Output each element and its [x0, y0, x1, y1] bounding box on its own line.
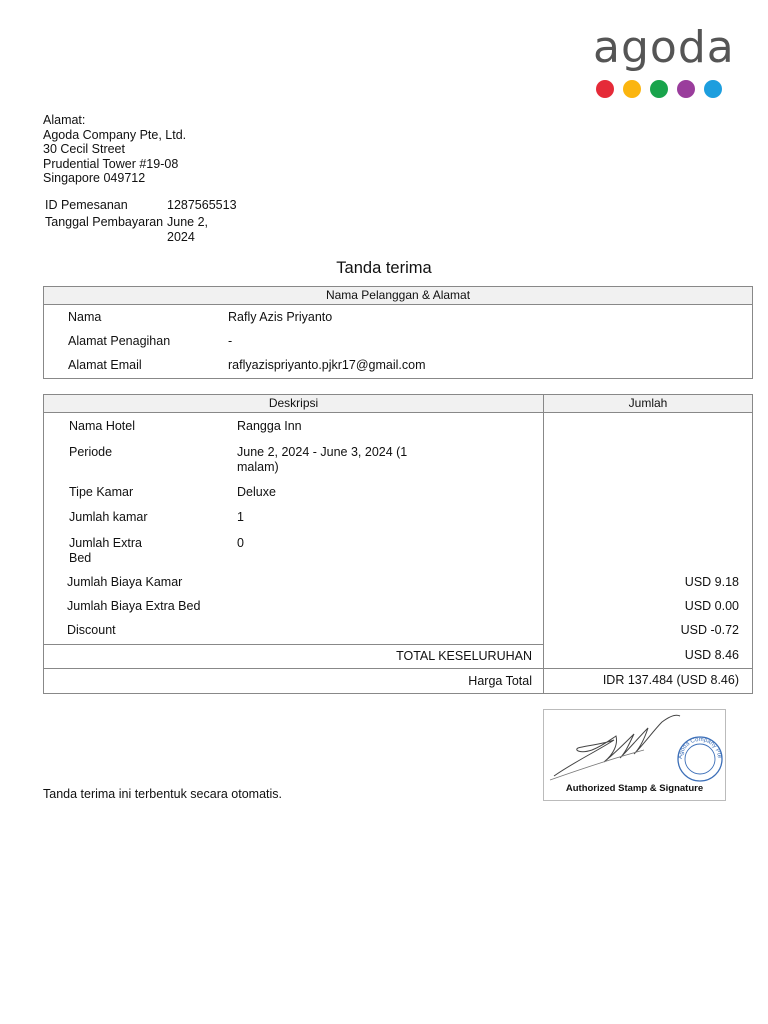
harga-total-amount: IDR 137.484 (USD 8.46): [602, 673, 739, 687]
detail-label: Nama Hotel: [69, 419, 135, 433]
payment-date-label: Tanggal Pembayaran: [45, 215, 164, 229]
charge-label: Jumlah Biaya Kamar: [67, 575, 183, 589]
detail-label: Periode: [69, 445, 113, 459]
signature-drawing: [544, 710, 725, 782]
logo-dot-green: [650, 80, 668, 98]
charge-amount: USD 0.00: [684, 599, 739, 613]
total-amount: USD 8.46: [684, 648, 739, 662]
address-line: 30 Cecil Street: [43, 142, 125, 156]
description-column: [43, 394, 543, 694]
total-label: TOTAL KESELURUHAN: [396, 649, 532, 663]
customer-label: Alamat Email: [68, 358, 142, 372]
address-line: Singapore 049712: [43, 171, 146, 185]
detail-value-line: malam): [237, 459, 279, 474]
logo-dots: [596, 80, 722, 98]
logo-dot-blue: [704, 80, 722, 98]
detail-value: 0: [237, 536, 244, 550]
harga-total-label: Harga Total: [468, 674, 532, 688]
divider: [44, 668, 543, 669]
charge-amount: USD 9.18: [684, 575, 739, 589]
customer-label: Nama: [68, 310, 102, 324]
detail-label-line: Jumlah Extra: [69, 536, 142, 550]
customer-label: Alamat Penagihan: [68, 334, 171, 348]
charge-label: Discount: [67, 623, 116, 637]
charge-amount: USD -0.72: [680, 623, 739, 637]
detail-value-line: June 2, 2024 - June 3, 2024 (1: [237, 445, 408, 459]
detail-value: Rangga Inn: [237, 419, 302, 433]
detail-label: Jumlah kamar: [69, 510, 148, 524]
customer-header: Nama Pelanggan & Alamat: [44, 287, 752, 305]
booking-id-label: ID Pemesanan: [45, 198, 128, 212]
logo-dot-purple: [677, 80, 695, 98]
customer-value: Rafly Azis Priyanto: [228, 310, 333, 324]
logo-dot-yellow: [623, 80, 641, 98]
detail-value: 1: [237, 510, 244, 524]
charge-label: Jumlah Biaya Extra Bed: [67, 599, 201, 613]
signature-label: Authorized Stamp & Signature: [565, 783, 704, 794]
amount-header: Jumlah: [544, 395, 752, 413]
payment-date-line: June 2,: [167, 215, 209, 229]
booking-id-value: 1287565513: [167, 198, 237, 212]
company-address: [43, 113, 186, 186]
divider: [544, 668, 752, 669]
detail-label-line: Bed: [69, 550, 92, 565]
payment-date-line: 2024: [167, 229, 195, 244]
customer-box: [43, 286, 753, 379]
address-label: Alamat:: [43, 113, 86, 127]
stamp-text: Agoda Company Pte: [677, 736, 723, 760]
logo-dot-red: [596, 80, 614, 98]
auto-generated-note: Tanda terima ini terbentuk secara otomatis.: [43, 787, 283, 801]
divider: [44, 644, 543, 645]
detail-label: [69, 536, 142, 565]
customer-value: -: [228, 334, 233, 348]
signature-box: [543, 709, 726, 801]
payment-date-value: [167, 215, 237, 244]
detail-value: [237, 445, 407, 474]
detail-label: Tipe Kamar: [69, 485, 134, 499]
address-line: Agoda Company Pte, Ltd.: [43, 127, 187, 142]
amount-column: [543, 394, 753, 694]
agoda-logo: agoda: [593, 22, 735, 73]
address-line: Prudential Tower #19-08: [43, 156, 179, 171]
page-title: Tanda terima: [336, 259, 432, 277]
description-header: Deskripsi: [44, 395, 543, 413]
detail-value: Deluxe: [237, 485, 276, 499]
customer-value: raflyazispriyanto.pjkr17@gmail.com: [228, 358, 426, 372]
